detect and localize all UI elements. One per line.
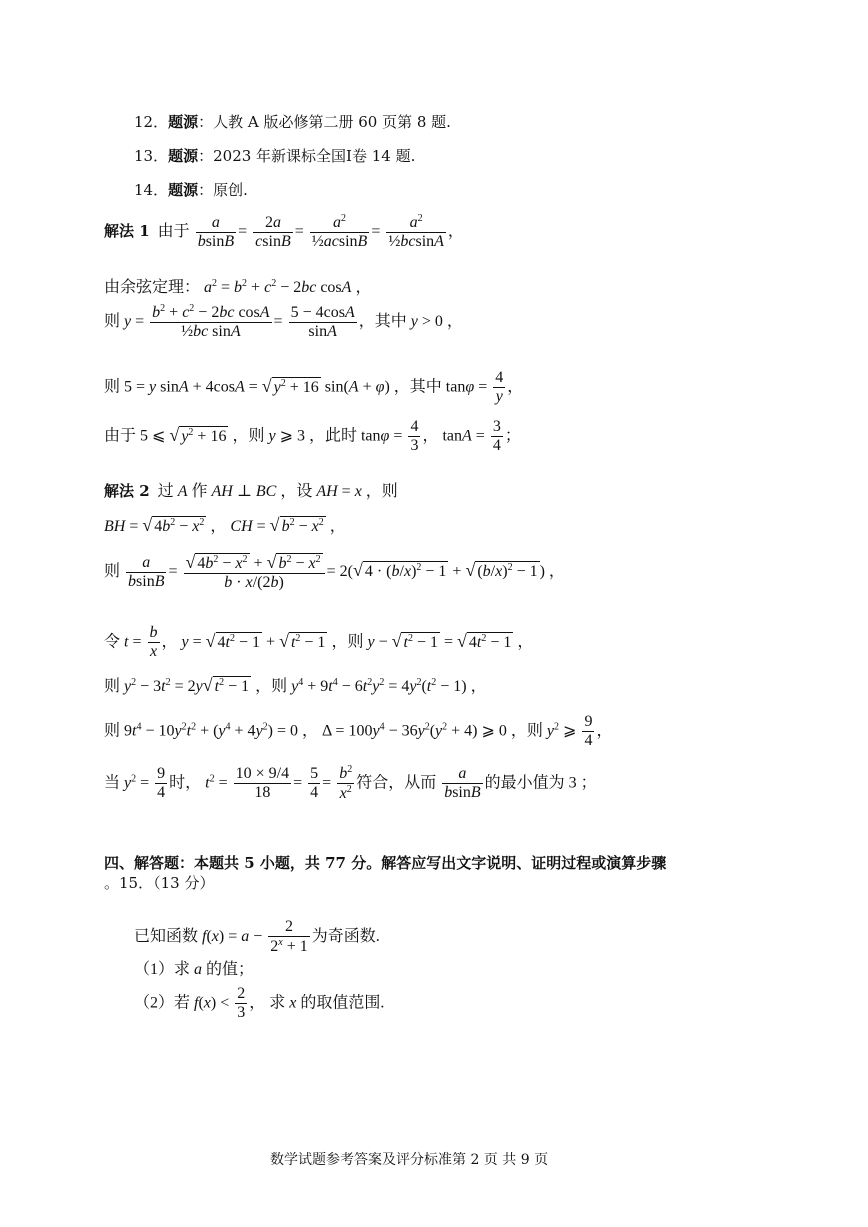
problem15-stem: 已知函数 f(x) = a − $\frac{2}{2^x + 1}$ 为奇函数. bbox=[134, 918, 380, 956]
problem15-q1: （1）求 a 的值； bbox=[134, 961, 255, 978]
method2-line6: 则 $9t^4 - 10y^2t^2 + (y^4 + 4y^2) = 0$ ， $\Delta = 100y^4 - 36y^2(y^2 + 4)$ ⩾ 0 ，则 $y^2$ ⩾ $\frac{9}{4}$ ， bbox=[104, 713, 613, 750]
source-line-13: 13．题源：2023 年新课标全国Ⅰ卷 14 题. bbox=[134, 147, 416, 165]
method1-line5: 由于 5 ⩽ √ $y^2 + 16$ ，则 y ⩾ 3 ，此时 tanφ = $\frac{4}{3}$ ， tanA = $\frac{3}{4}$ ； bbox=[104, 418, 521, 455]
method2-title: 解法 2 bbox=[104, 482, 150, 500]
method1-line1: 解法 1 由于 $\frac{a}{bsinB}$ = $\frac{2a}{csinB}$ = $\frac{a^2}{\text{½acsinB}}$ = $\frac{a^2}{\text{½bcsinA}}$ ， bbox=[104, 213, 464, 251]
section4-heading-tail: 。15．（13 分） bbox=[104, 874, 215, 892]
method1-title: 解法 1 bbox=[104, 222, 150, 241]
method2-line3: 则 $\frac{a}{bsinB}$ = $\frac{√ 4b^2 - x^2 + √ b^2 - x^2}{b \cdot x/(2b)}$ = 2(√ $4 \cdot (b/x)^2 - 1$ + √ $(b/x)^2 - 1$ ) ， bbox=[104, 552, 565, 592]
method2-line1: 解法 2 过 A 作 AH ⊥ BC ，设 AH = x ，则 bbox=[104, 482, 398, 500]
method2-line4: 令 t = $\frac{b}{x}$ ， y = √ $4t^2 - 1$ + √ $t^2 - 1$ ，则 y − √ $t^2 - 1$ = √ $4t^2 - 1$ ， bbox=[104, 624, 534, 661]
method1-line2: 由余弦定理： $a^2 = b^2 + c^2 - 2bc$ cosA ， bbox=[104, 278, 372, 296]
section4-heading: 四、解答题：本题共 5 小题，共 77 分。解答应写出文字说明、证明过程或演算步骤 bbox=[104, 854, 667, 872]
source-line-14: 14．题源：原创. bbox=[134, 181, 248, 199]
problem15-q2: （2）若 f(x) < $\frac{2}{3}$ ， 求 x 的取值范围. bbox=[134, 985, 385, 1022]
source-line-12: 12．题源：人教 A 版必修第二册 60 页第 8 题. bbox=[134, 113, 451, 131]
method1-line3: 则 y = $\frac{b^2 + c^2 - 2bc \cos A}{\text{½bc sinA}}$ = $\frac{5 - 4\cos A}{\sin A}$ ，其中 y > 0 ， bbox=[104, 303, 463, 341]
method1-line4: 则 5 = y sinA + 4cosA = √ $y^2 + 16$ sin(A + φ) ，其中 tanφ = $\frac{4}{y}$ ， bbox=[104, 369, 524, 406]
method2-line2: BH = √ $4b^2 - x^2$ ， CH = √ $b^2 - x^2$ ， bbox=[104, 515, 346, 535]
page-footer: 数学试题参考答案及评分标准第 2 页 共 9 页 bbox=[270, 1152, 549, 1168]
method2-line5: 则 $y^2 - 3t^2 = 2y√$ $t^2 - 1$ ，则 $y^4 + 9t^4 - 6t^2y^2 = 4y^2(t^2 - 1)$ ， bbox=[104, 675, 487, 695]
method2-line7: 当 $y^2$ = $\frac{9}{4}$ 时， $t^2$ = $\frac{10 \times 9/4}{18}$ = $\frac{5}{4}$ = $\frac{b^2}{x^2}$ 符合，从而 $\frac{a}{bsinB}$ 的最小值为 3 ； bbox=[104, 764, 597, 803]
